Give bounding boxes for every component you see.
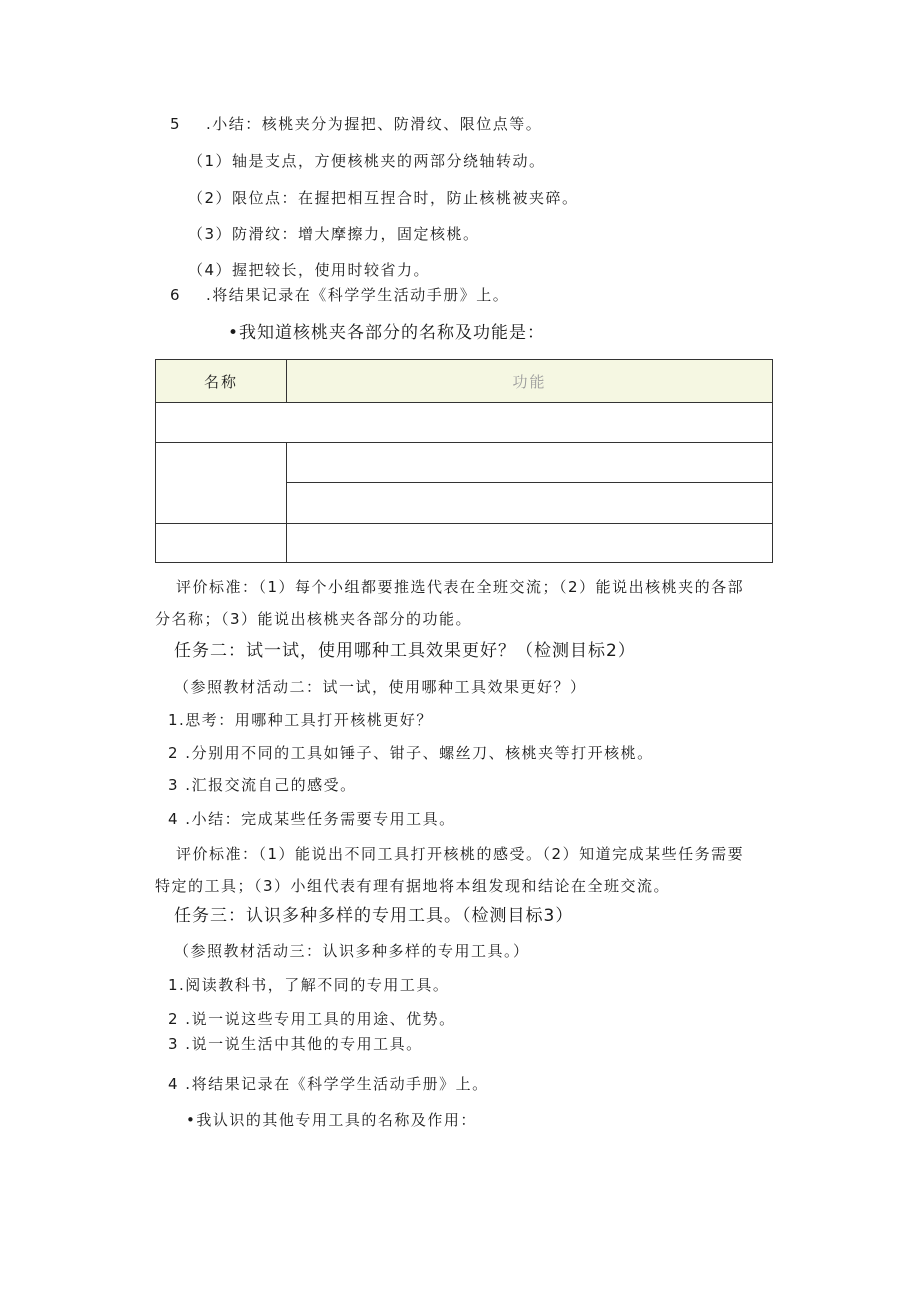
sub-item-2: （2）限位点：在握把相互捏合时，防止核桃被夹碎。 [188,189,579,207]
sub-item-3: （3）防滑纹：增大摩擦力，固定核桃。 [188,225,480,243]
column-divider [286,443,287,562]
task2-item-2: 2 .分别用不同的工具如锤子、钳子、螺丝刀、核桃夹等打开核桃。 [168,744,654,762]
item-text: .将结果记录在《科学学生活动手册》上。 [206,286,510,304]
evaluation-criteria-2: 评价标准：（1）能说出不同工具打开核桃的感受。（2）知道完成某些任务需要 [176,845,745,863]
sub-item-1: （1）轴是支点，方便核桃夹的两部分绕轴转动。 [188,152,546,170]
task2-item-3: 3 .汇报交流自己的感受。 [168,776,357,794]
evaluation-criteria-2-cont: 特定的工具；（3）小组代表有理有据地将本组发现和结论在全班交流。 [155,877,671,895]
item-text: .小结：核桃夹分为握把、防滑纹、限位点等。 [206,115,543,133]
table-prompt: •我知道核桃夹各部分的名称及功能是： [228,323,546,343]
evaluation-criteria-1: 评价标准：（1）每个小组都要推选代表在全班交流；（2）能说出核桃夹的各部 [176,578,745,596]
task2-item-1: 1.思考：用哪种工具打开核桃更好？ [168,711,433,729]
list-item-5 [170,114,542,134]
table-header [156,360,772,403]
task3-item-3: 3 .说一说生活中其他的专用工具。 [168,1035,423,1053]
list-item-6 [170,285,509,305]
item-number: 6 [170,286,182,304]
task3-reference: （参照教材活动三：认识多种多样的专用工具。） [174,942,530,960]
header-name: 名称 [156,360,287,402]
parts-table [155,359,773,563]
header-function: 功能 [512,372,547,391]
task2-item-4: 4 .小结：完成某些任务需要专用工具。 [168,810,456,828]
task3-title: 任务三：认识多种多样的专用工具。（检测目标3） [174,906,574,926]
evaluation-criteria-1-cont: 分名称；（3）能说出核桃夹各部分的功能。 [155,610,473,628]
row-divider [156,442,772,443]
task3-item-1: 1.阅读教科书，了解不同的专用工具。 [168,976,450,994]
row-divider [286,482,772,483]
sub-item-4: （4）握把较长，使用时较省力。 [188,261,431,279]
item-number: 5 [170,115,182,133]
task3-item-2: 2 .说一说这些专用工具的用途、优势。 [168,1010,456,1028]
task2-title: 任务二：试一试，使用哪种工具效果更好？（检测目标2） [174,641,636,661]
task2-reference: （参照教材活动二：试一试，使用哪种工具效果更好？） [174,678,587,696]
row-divider [156,523,772,524]
task3-prompt: •我认识的其他专用工具的名称及作用： [186,1111,477,1129]
task3-item-4: 4 .将结果记录在《科学学生活动手册》上。 [168,1075,489,1093]
